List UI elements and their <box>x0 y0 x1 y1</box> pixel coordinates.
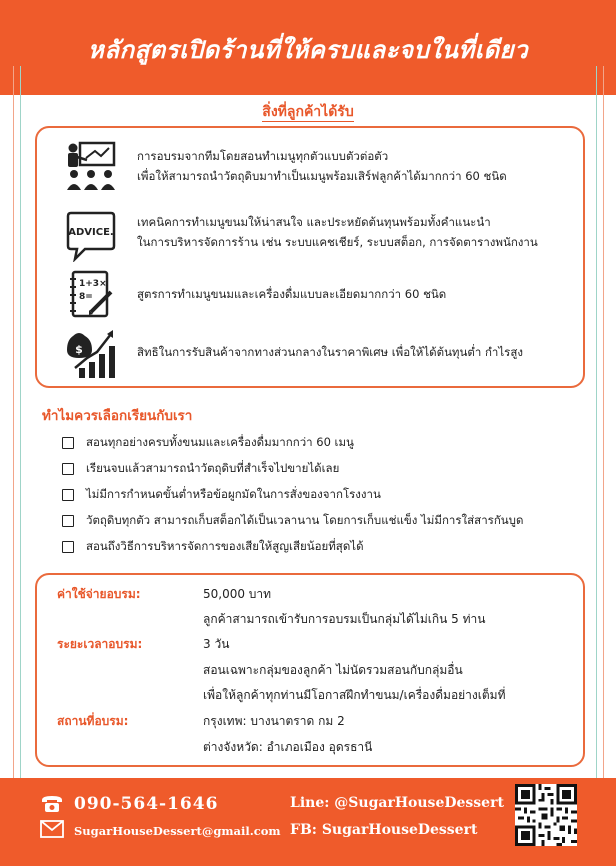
svg-text:$: $ <box>75 343 83 356</box>
email-address[interactable]: SugarHouseDessert@gmail.com <box>74 824 281 838</box>
advice-bubble-icon <box>65 210 117 262</box>
phone-number[interactable]: 090-564-1646 <box>74 794 219 814</box>
cost-label: ค่าใช้จ่ายอบรม: <box>57 587 141 601</box>
advice-icon-text: ADVICE. <box>68 227 114 238</box>
benefit-text-line: สิทธิในการรับสินค้าจากทางส่วนกลางในราคาพิเศษ เพื่อให้ได้ต้นทุนต่ำ กำไรสูง <box>137 345 523 359</box>
course-info-box <box>35 573 585 767</box>
benefit-text-line: ในการบริหารจัดการร้าน เช่น ระบบแคชเชียร์, ระบบสต็อก, การจัดตารางพนักงาน <box>137 235 538 249</box>
benefits-heading: สิ่งที่ลูกค้าได้รับ <box>262 104 354 120</box>
checkbox-icon <box>62 515 74 527</box>
decorative-line-left-inner <box>20 66 21 778</box>
checkbox-icon <box>62 489 74 501</box>
formula-notebook-icon <box>65 268 117 320</box>
page-title: หลักสูตรเปิดร้านที่ให้ครบและจบในที่เดียว <box>87 36 529 64</box>
decorative-line-left-outer <box>13 66 14 778</box>
phone-icon <box>40 794 64 814</box>
duration-label: ระยะเวลาอบรม: <box>57 637 143 651</box>
benefits-box <box>35 126 585 388</box>
duration-note: สอนเฉพาะกลุ่มของลูกค้า ไม่นัดรวมสอนกับกลุ่มอื่น <box>203 663 463 677</box>
location-label: สถานที่อบรม: <box>57 714 129 728</box>
facebook-contact[interactable]: FB: SugarHouseDessert <box>290 822 478 838</box>
line-contact[interactable]: Line: @SugarHouseDessert <box>290 795 504 811</box>
decorative-line-right-outer <box>603 66 604 778</box>
header-banner <box>0 0 616 95</box>
checkbox-icon <box>62 541 74 553</box>
qr-code-icon[interactable] <box>515 784 577 846</box>
location-value: ต่างจังหวัด: อำเภอเมือง อุดรธานี <box>203 740 373 754</box>
why-heading: ทำไมควรเลือกเรียนกับเรา <box>42 408 193 424</box>
benefit-text-line: สูตรการทำเมนูขนมและเครื่องดื่มแบบละเอียดมากกว่า 60 ชนิด <box>137 287 447 301</box>
decorative-line-right-inner <box>596 66 597 778</box>
benefit-text-line: เทคนิคการทำเมนูขนมให้น่าสนใจ และประหยัดต้นทุนพร้อมทั้งคำแนะนำ <box>137 215 491 229</box>
duration-note: เพื่อให้ลูกค้าทุกท่านมีโอกาสฝึกทำขนม/เครื่องดื่มอย่างเต็มที่ <box>203 688 506 702</box>
location-value: กรุงเทพ: บางนาตราด กม 2 <box>203 714 345 728</box>
cost-note: ลูกค้าสามารถเข้ารับการอบรมเป็นกลุ่มได้ไม่เกิน 5 ท่าน <box>203 612 486 626</box>
formula-text-1: 1+3× <box>79 279 107 289</box>
benefit-text-line: การอบรมจากทีมโดยสอนทำเมนูทุกตัวแบบตัวต่อตัว <box>137 149 389 163</box>
duration-value: 3 วัน <box>203 637 230 651</box>
benefit-text-line: เพื่อให้สามารถนำวัตถุดิบมาทำเป็นเมนูพร้อมเสิร์ฟลูกค้าได้มากกว่า 60 ชนิด <box>137 169 507 183</box>
checkbox-icon <box>62 437 74 449</box>
money-growth-chart-icon <box>65 328 117 380</box>
checkbox-icon <box>62 463 74 475</box>
formula-text-2: 8= <box>79 292 93 302</box>
teacher-board-icon <box>65 140 117 192</box>
email-icon <box>40 820 64 838</box>
cost-value: 50,000 บาท <box>203 587 272 601</box>
